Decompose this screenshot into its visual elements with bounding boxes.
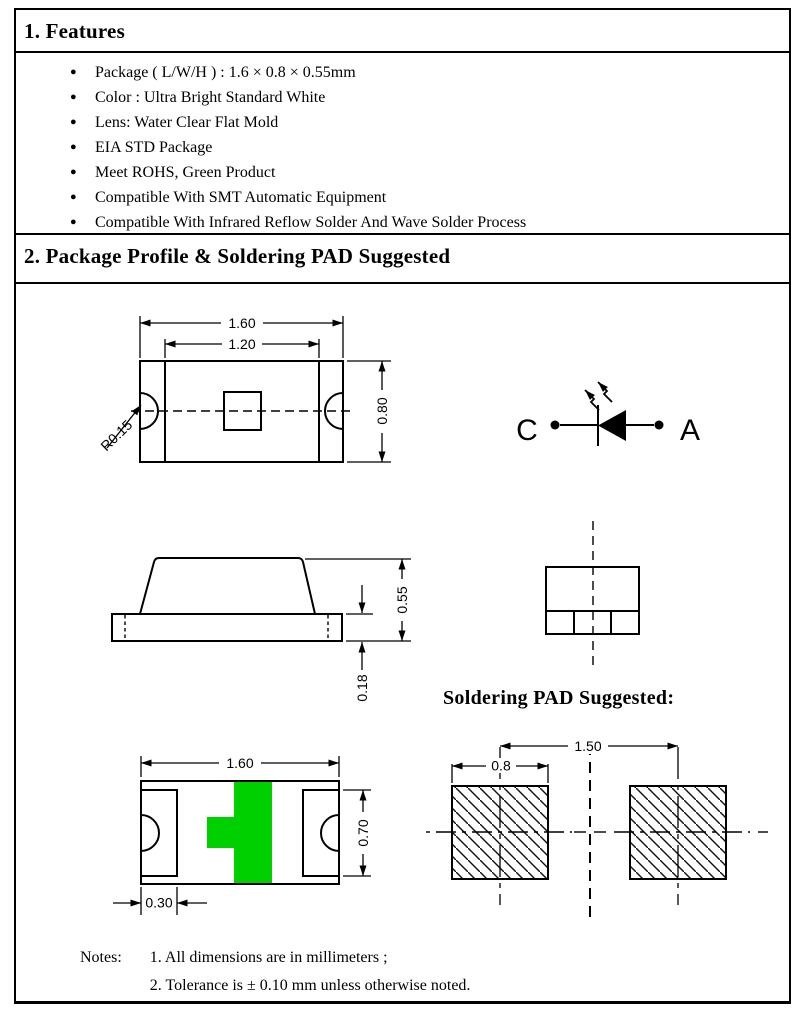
dimension-total-height [305, 559, 411, 641]
dim-label-length: 1.60 [228, 315, 256, 331]
feature-text: Package ( L/W/H ) : 1.6 × 0.8 × 0.55mm [95, 64, 356, 81]
led-circuit-symbol [500, 353, 730, 463]
notch-left-arc [141, 815, 159, 851]
list-item [16, 110, 789, 135]
package-end-outline [546, 521, 639, 665]
note-line: 2. Tolerance is ± 0.10 mm unless otherwise noted. [149, 977, 471, 994]
profile-title-box [14, 233, 791, 284]
dimension-terminal-width [113, 887, 207, 915]
notes-block [80, 944, 470, 1000]
package-top-outline [131, 361, 352, 462]
list-item [16, 85, 789, 110]
dim-label-width: 0.80 [374, 397, 390, 425]
dimension-pitch [500, 738, 678, 754]
feature-text: EIA STD Package [95, 139, 213, 156]
dim-label-radius: R0.15 [97, 416, 136, 455]
bullet-icon: ● [70, 166, 77, 178]
list-item [16, 210, 789, 235]
dim-label-length: 1.60 [226, 755, 254, 771]
notes-label: Notes: [80, 949, 122, 966]
features-section-title: 1. Features [24, 19, 125, 43]
bullet-icon: ● [70, 216, 77, 228]
bullet-icon: ● [70, 116, 77, 128]
feature-text: Compatible With Infrared Reflow Solder And Wave Solder Process [95, 214, 527, 231]
anode-terminal-dot [655, 421, 664, 430]
dimension-inner-length [165, 336, 319, 358]
dimension-width [347, 361, 391, 462]
dim-label-pitch: 1.50 [574, 738, 602, 754]
list-item [16, 60, 789, 85]
dim-label-total-height: 0.55 [394, 586, 410, 614]
notes-lines [150, 944, 471, 1000]
dimension-base-height [346, 585, 373, 706]
end-view-drawing [540, 513, 700, 673]
bullet-icon: ● [70, 141, 77, 153]
feature-text: Color : Ultra Bright Standard White [95, 89, 326, 106]
side-view-drawing [105, 548, 435, 708]
dimension-length [141, 755, 339, 777]
cathode-terminal-dot [551, 421, 560, 430]
diode-triangle [598, 410, 626, 441]
list-item [16, 185, 789, 210]
feature-text: Meet ROHS, Green Product [95, 164, 276, 181]
profile-section-title: 2. Package Profile & Soldering PAD Suggested [24, 244, 451, 268]
bullet-icon: ● [70, 66, 77, 78]
list-item [16, 160, 789, 185]
feature-text: Lens: Water Clear Flat Mold [95, 114, 279, 131]
pad-layout-drawing [420, 728, 780, 928]
features-list-box [14, 51, 791, 235]
dimension-radius [97, 405, 141, 454]
dim-label-inner: 1.20 [228, 336, 256, 352]
feature-text: Compatible With SMT Automatic Equipment [95, 189, 387, 206]
bullet-icon: ● [70, 91, 77, 103]
notch-right-arc [321, 815, 339, 851]
dimension-pad-width [452, 758, 548, 784]
dim-label-terminal-width: 0.30 [145, 894, 173, 911]
dim-label-base-height: 0.18 [354, 674, 370, 702]
dim-label-pad-width: 0.8 [491, 757, 511, 774]
drawings-box [14, 282, 791, 1004]
list-item [16, 135, 789, 160]
polarity-mark [207, 781, 272, 884]
cathode-label: C [516, 414, 538, 447]
note-line: 1. All dimensions are in millimeters ; [149, 949, 388, 966]
dim-label-terminal-height: 0.70 [355, 819, 371, 847]
top-view-drawing [95, 303, 405, 493]
bottom-view-drawing [105, 743, 435, 928]
features-title-box [14, 8, 791, 53]
features-list [16, 60, 789, 235]
dimension-terminal-height [343, 790, 371, 876]
package-side-outline [112, 558, 342, 641]
bullet-icon: ● [70, 191, 77, 203]
soldering-pad-heading: Soldering PAD Suggested: [443, 687, 675, 709]
anode-label: A [679, 414, 701, 447]
lens-trapezoid [140, 558, 315, 614]
